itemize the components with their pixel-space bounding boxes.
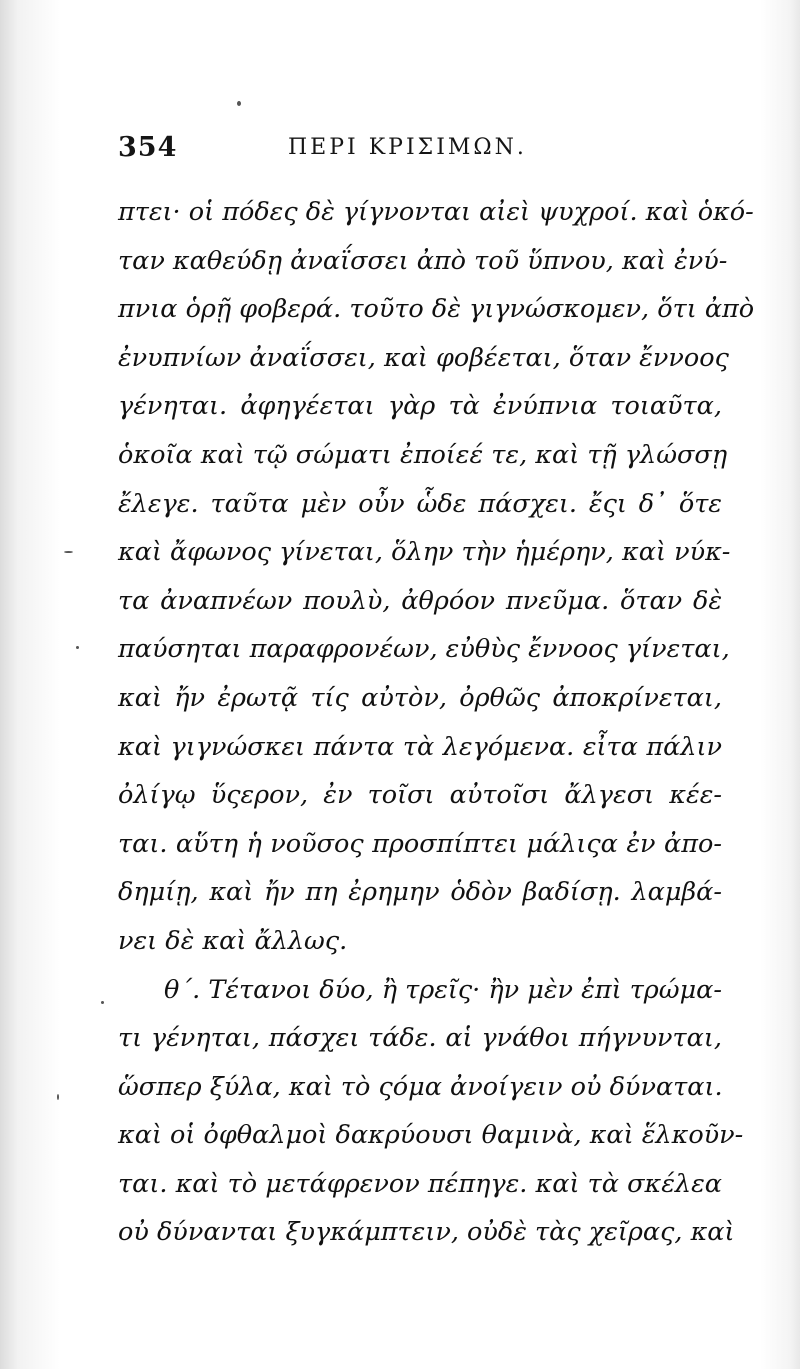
ink-speck — [57, 1094, 59, 1100]
text-line: καὶ οἱ ὀφθαλμοὶ δακρύουσι θαμινὰ, καὶ ἕλκοῦν- — [118, 1120, 744, 1151]
text-line: ὥσπερ ξύλα, καὶ τὸ ςόμα ἀνοίγειν οὐ δύναται. — [118, 1071, 723, 1102]
page-header — [118, 132, 718, 172]
text-line: ἔλεγε. ταῦτα μὲν οὖν ὧδε πάσχει. ἔςι δ᾽ ὅτε — [118, 488, 722, 519]
text-line: παύσηται παραφρονέων, εὐθὺς ἔννοος γίνεται, — [118, 634, 730, 665]
text-line: ὀλίγῳ ὕςερον, ἐν τοῖσι αὐτοῖσι ἄλγεσι κέε- — [118, 780, 722, 811]
ink-speck — [76, 646, 79, 649]
text-line: οὐ δύνανται ξυγκάμπτειν, οὐδὲ τὰς χεῖρας, καὶ — [118, 1217, 735, 1248]
text-line: πνια ὁρῇ φοβερά. τοῦτο δὲ γιγνώσκομεν, ὅτι ἀπὸ — [118, 294, 755, 325]
text-line: νει δὲ καὶ ἄλλως. — [118, 925, 348, 956]
text-line: ἐνυπνίων ἀναΐσσει, καὶ φοβέεται, ὅταν ἔννοος — [118, 342, 729, 373]
text-line: καὶ γιγνώσκει πάντα τὰ λεγόμενα. εἶτα πάλιν — [118, 731, 722, 762]
ink-speck — [101, 1001, 104, 1004]
page-number: 354 — [118, 132, 178, 163]
text-line: τα ἀναπνέων πουλὺ, ἀθρόον πνεῦμα. ὅταν δὲ — [118, 585, 722, 616]
text-line: ται. καὶ τὸ μετάφρενον πέπηγε. καὶ τὰ σκέλεα — [118, 1168, 722, 1199]
text-line: καὶ ἤν ἐρωτᾷ τίς αὐτὸν, ὀρθῶς ἀποκρίνεται, — [118, 682, 722, 713]
ink-speck — [237, 101, 241, 106]
text-line: ται. αὕτη ἡ νοῦσος προσπίπτει μάλιςα ἐν ἀπο- — [118, 828, 722, 859]
text-line: τι γένηται, πάσχει τάδε. αἱ γνάθοι πήγνυνται, — [118, 1023, 722, 1054]
body-text — [118, 188, 755, 1257]
text-line: καὶ ἄφωνος γίνεται, ὅλην τὴν ἡμέρην, καὶ νύκ- — [118, 537, 731, 568]
text-line: πτει· οἱ πόδες δὲ γίγνονται αἰεὶ ψυχροί. καὶ ὁκό- — [118, 197, 754, 227]
ink-speck — [64, 551, 73, 553]
running-head: ΠΕΡΙ ΚΡΙΣΙΜΩΝ. — [288, 135, 527, 160]
text-line: ὁκοῖα καὶ τῷ σώματι ἐποίεέ τε, καὶ τῇ γλώσσῃ — [118, 439, 728, 470]
section-start-line: θ΄. Τέτανοι δύο, ἢ τρεῖς· ἢν μὲν ἐπὶ τρώμα- — [164, 974, 722, 1005]
text-line: γένηται. ἀφηγέεται γὰρ τὰ ἐνύπνια τοιαῦτα, — [118, 391, 722, 422]
text-line: δημίῃ, καὶ ἤν πη ἐρημην ὁδὸν βαδίσῃ. λαμβά- — [118, 877, 722, 908]
text-line: ταν καθεύδῃ ἀναΐσσει ἀπὸ τοῦ ὕπνου, καὶ ἐνύ- — [118, 245, 728, 276]
